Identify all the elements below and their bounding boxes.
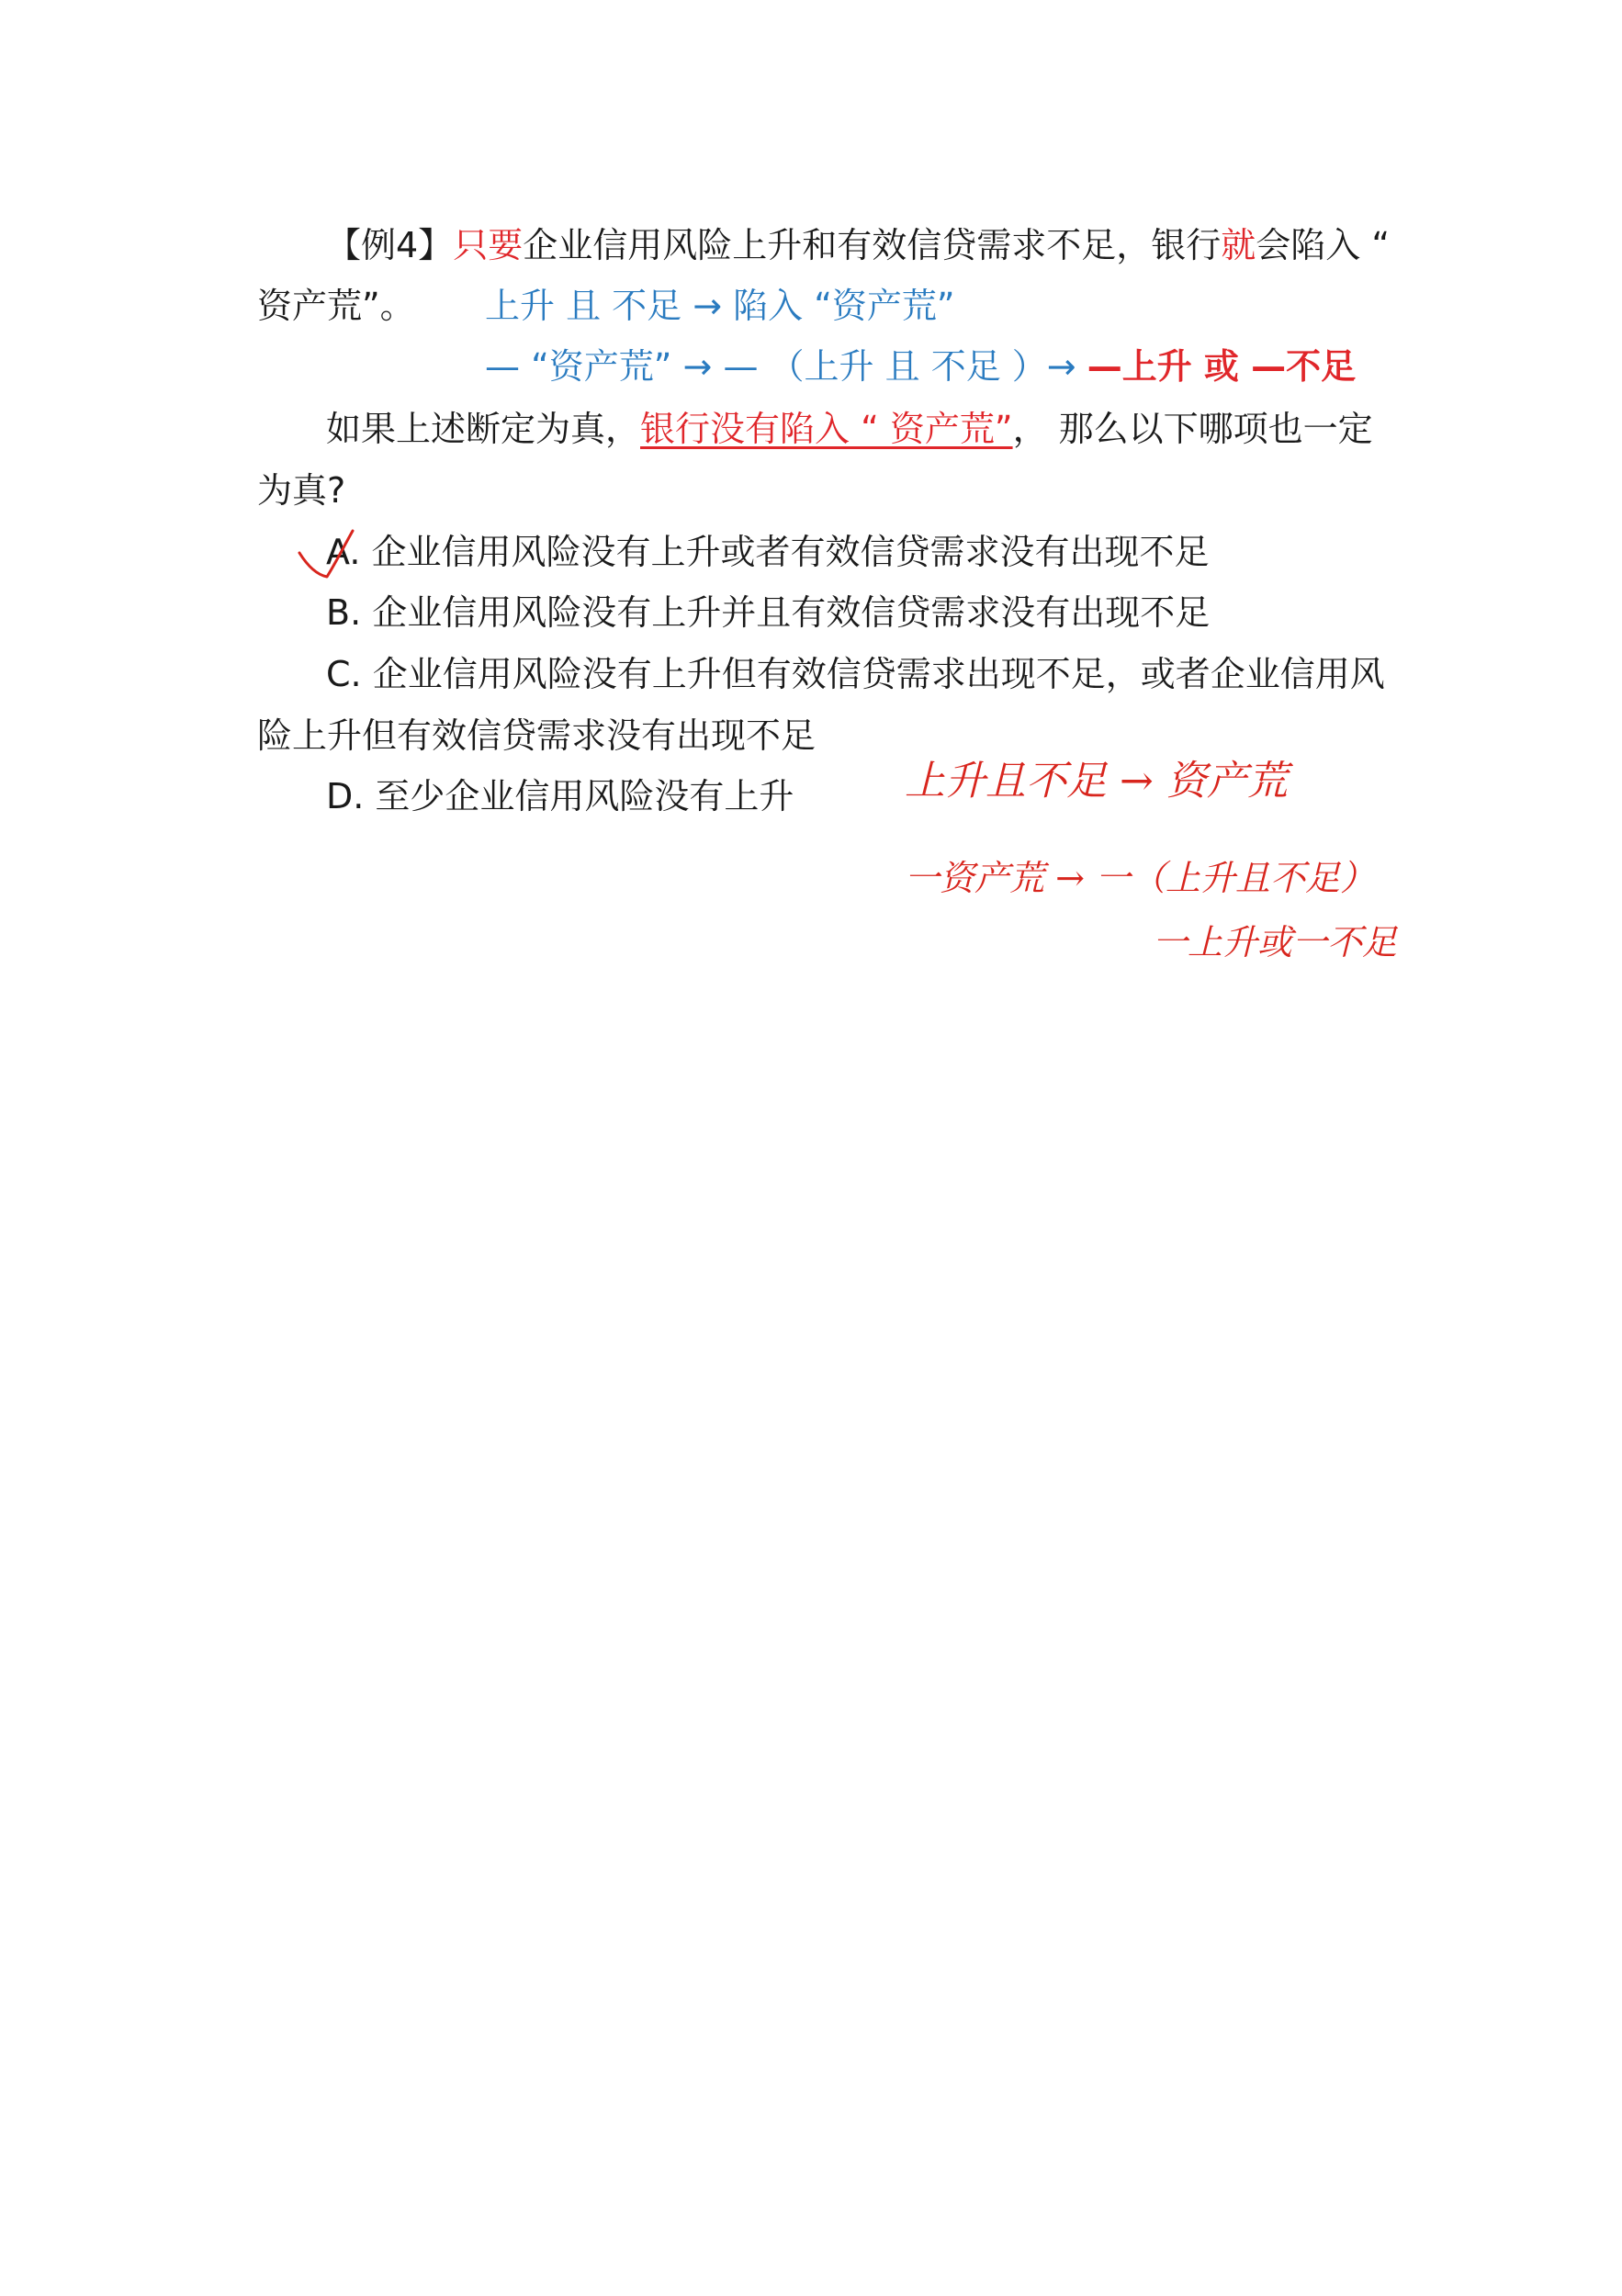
- premise-text-1: 企业信用风险上升和有效信贷需求不足，银行: [523, 225, 1222, 265]
- keyword-zhiyao: 只要: [453, 225, 524, 265]
- question-highlight: 银行没有陷入 “ 资产荒”: [640, 409, 1013, 449]
- example-label: 【例4】: [326, 225, 454, 265]
- handwritten-note-1: 上升且不足 → 资产荒: [905, 758, 1288, 805]
- formula-2-red: —上升 或 —不足: [1087, 346, 1357, 387]
- handwritten-note-2: 一资产荒 → 一（上升且不足）: [905, 858, 1375, 898]
- premise-text-2: 会陷入 “: [1256, 225, 1391, 265]
- formula-2-blue: — “资产荒” → — （上升 且 不足 ）→: [485, 346, 1087, 387]
- keyword-jiu: 就: [1221, 225, 1256, 265]
- question-prefix: 如果上述断定为真，: [326, 409, 641, 449]
- checkmark-icon: [299, 531, 353, 577]
- premise-line-2: 资产荒”。: [257, 286, 415, 326]
- option-b: B. 企业信用风险没有上升并且有效信贷需求没有出现不足: [326, 592, 1211, 633]
- handwritten-note-3: 一上升或一不足: [1153, 922, 1398, 962]
- question-suffix: ， 那么以下哪项也一定: [1012, 409, 1373, 449]
- option-a: A. 企业信用风险没有上升或者有效信贷需求没有出现不足: [326, 532, 1210, 572]
- formula-1: 上升 且 不足 → 陷入 “资产荒”: [485, 286, 955, 326]
- option-c-line-2: 险上升但有效信贷需求没有出现不足: [257, 715, 817, 756]
- question-line-2: 为真?: [257, 470, 346, 511]
- option-c-line-1: C. 企业信用风险没有上升但有效信贷需求出现不足，或者企业信用风: [326, 654, 1385, 694]
- option-d: D. 至少企业信用风险没有上升: [326, 776, 794, 816]
